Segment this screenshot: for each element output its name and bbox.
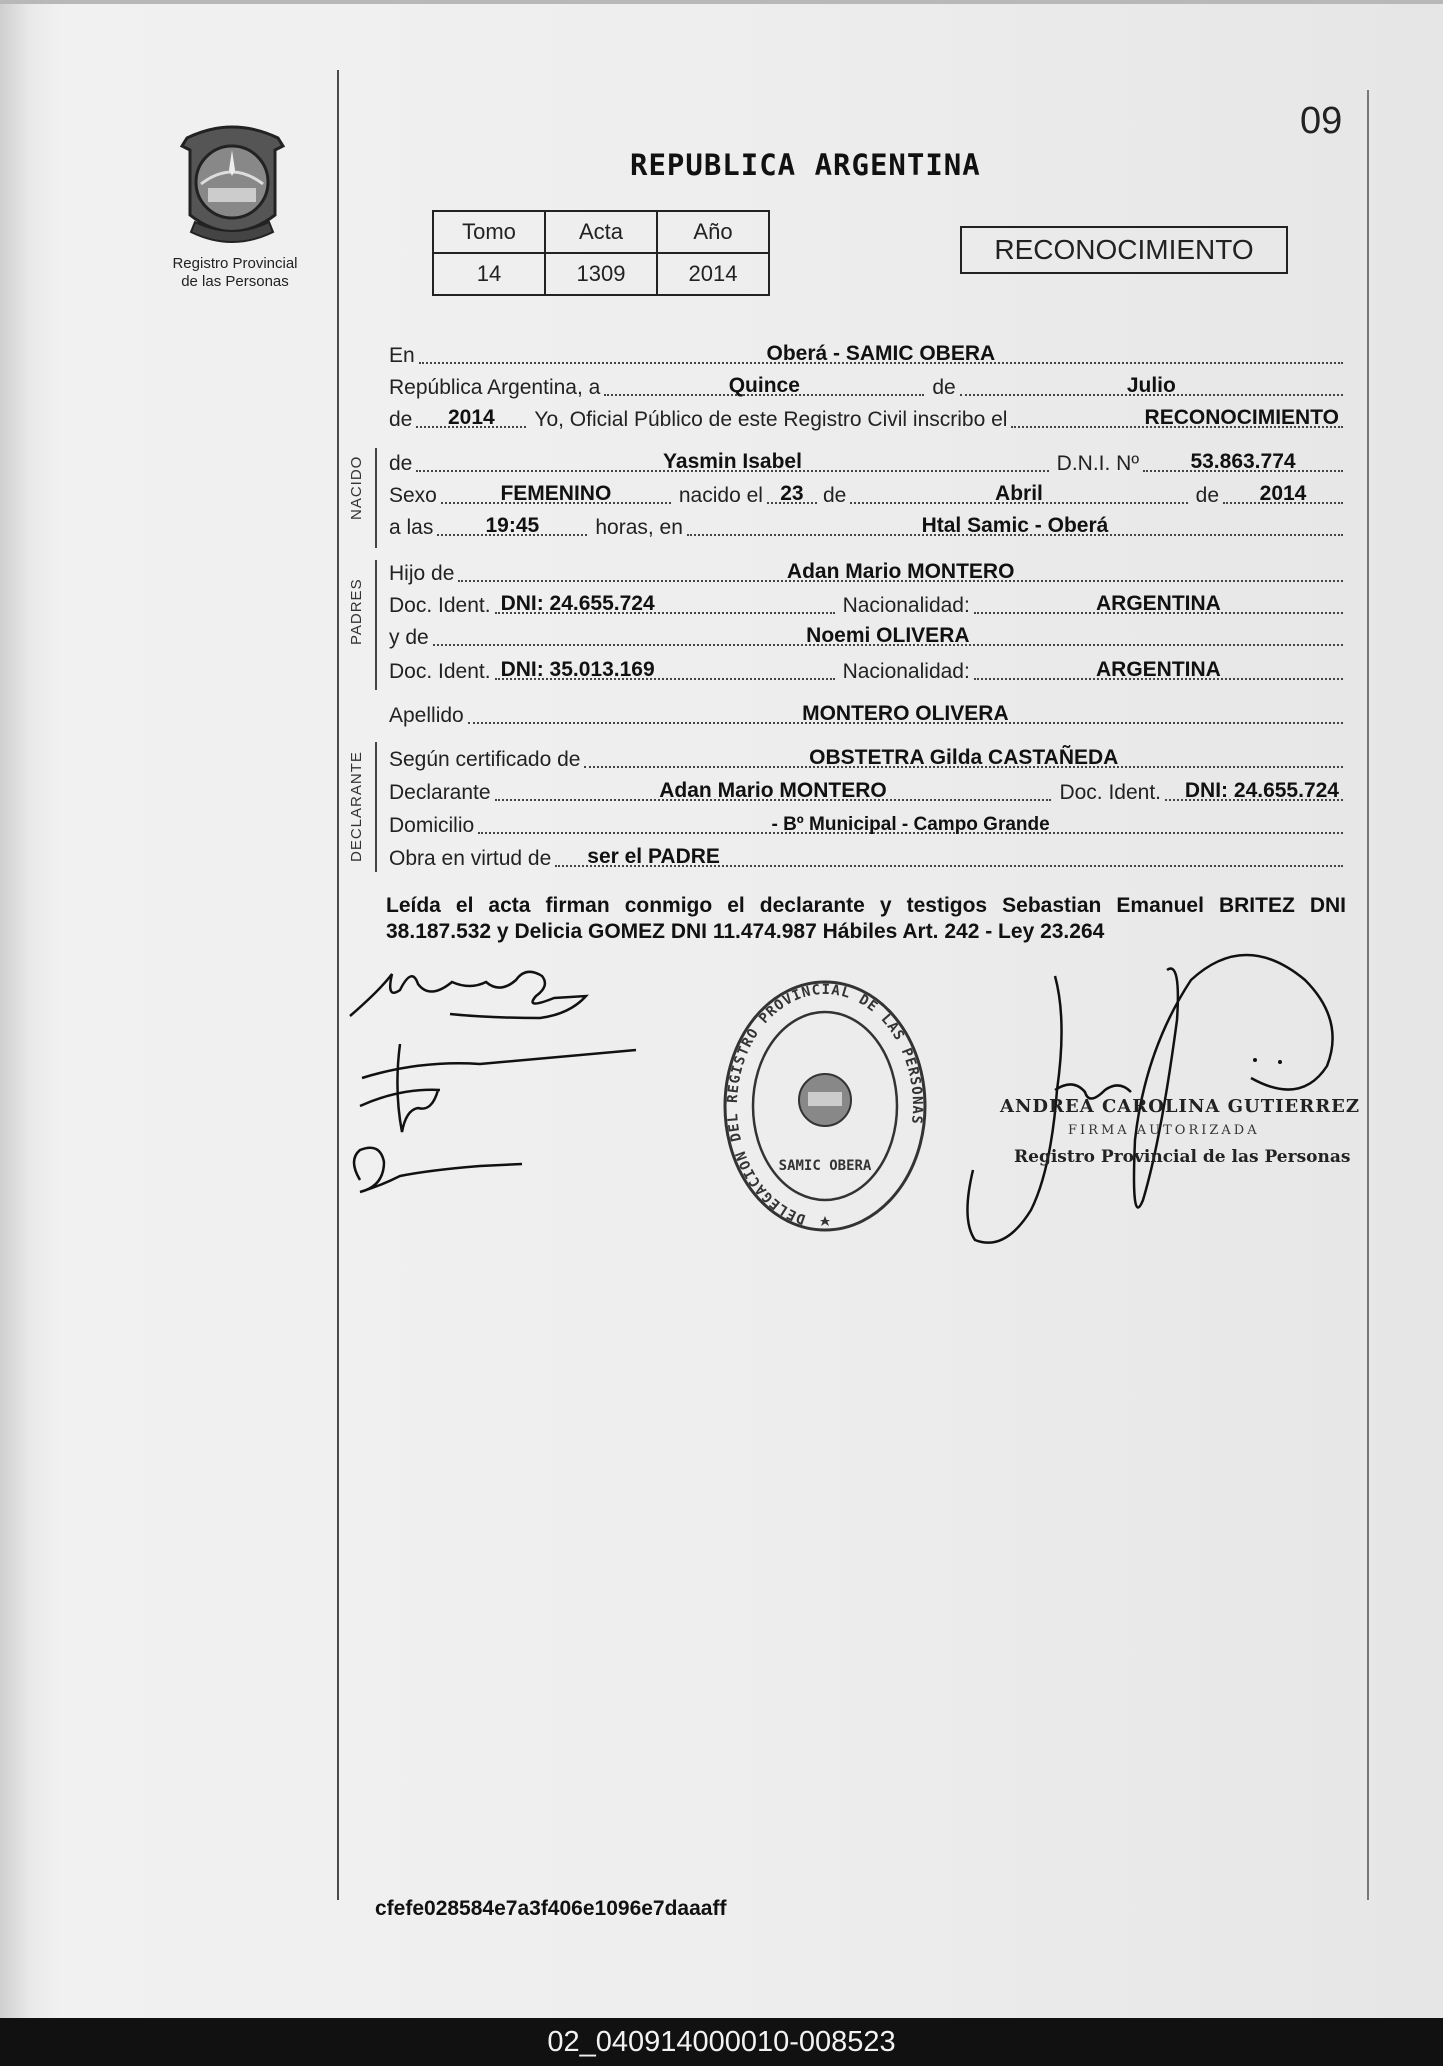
nacido-dia-value: 23	[780, 482, 804, 505]
logo-caption-line-1: Registro Provincial	[172, 255, 298, 272]
line-declarante	[389, 777, 1343, 805]
dia-field	[604, 370, 924, 396]
madre-field	[433, 620, 1343, 646]
registry-value-tomo: 14	[433, 253, 545, 295]
certificado-value: OBSTETRA Gilda CASTAÑEDA	[809, 746, 1119, 769]
record-type-box: RECONOCIMIENTO	[960, 226, 1288, 274]
line-obra	[389, 843, 1343, 871]
certificado-label: Según certificado de	[389, 748, 581, 771]
madre-doc-label: Doc. Ident.	[389, 660, 491, 683]
hora-value: 19:45	[485, 514, 540, 537]
nacido-el-label: nacido el	[678, 484, 763, 507]
line-hijo-de	[389, 558, 1343, 586]
padre-doc-field	[495, 588, 835, 614]
scan-footer-id: 02_040914000010-008523	[0, 2018, 1443, 2066]
seal-inner-text: SAMIC OBERA	[778, 1158, 872, 1174]
line-en	[389, 340, 1343, 368]
declarante-doc-label: Doc. Ident.	[1059, 781, 1161, 804]
a-las-label: a las	[389, 516, 434, 539]
dia-value: Quince	[728, 374, 800, 397]
line-certificado	[389, 744, 1343, 772]
padre-doc-label: Doc. Ident.	[389, 594, 491, 617]
seal-ring-text: DELEGACION DEL REGISTRO PROVINCIAL DE LAS PERSONAS	[724, 981, 926, 1227]
horas-en-label: horas, en	[595, 516, 683, 539]
mes-field	[960, 370, 1343, 396]
registry-table	[432, 210, 770, 296]
nacido-rule	[375, 448, 377, 548]
anio-field	[416, 402, 526, 428]
padre-nacionalidad-field	[974, 588, 1343, 614]
madre-nacionalidad-value: ARGENTINA	[1095, 658, 1221, 681]
padre-nacionalidad-value: ARGENTINA	[1095, 592, 1221, 615]
domicilio-field	[478, 808, 1343, 834]
padre-field	[458, 556, 1343, 582]
registry-value-anio: 2014	[657, 253, 769, 295]
apellido-field	[468, 698, 1343, 724]
obra-label: Obra en virtud de	[389, 847, 552, 870]
nacido-de-label: de	[389, 452, 413, 475]
document-title: REPUBLICA ARGENTINA	[630, 148, 981, 182]
registry-header-anio: Año	[657, 211, 769, 253]
logo-caption-line-2: de las Personas	[181, 273, 289, 290]
domicilio-value: - Bº Municipal - Campo Grande	[771, 814, 1050, 835]
line-anio	[389, 404, 1343, 432]
mes-value: Julio	[1126, 374, 1176, 397]
closing-statement: Leída el acta firman conmigo el declarante y testigos Sebastian Emanuel BRITEZ DNI 38.187.532 y Delicia GOMEZ DNI 11.474.987 Hábiles Art. 242 - Ley 23.264	[386, 894, 1346, 943]
official-office: Registro Provincial de las Personas	[1014, 1147, 1351, 1167]
tipo-value: RECONOCIMIENTO	[1144, 406, 1339, 429]
declarante-section-label: DECLARANTE	[348, 751, 365, 862]
line-madre-doc	[389, 656, 1343, 684]
padres-section-label: PADRES	[348, 578, 365, 645]
line-nombre	[389, 448, 1343, 476]
right-margin-rule	[1367, 90, 1369, 1900]
sexo-value: FEMENINO	[500, 482, 612, 505]
line-sexo	[389, 480, 1343, 508]
obra-value: ser el PADRE	[587, 845, 720, 868]
dni-field	[1143, 446, 1343, 472]
nacido-dia-field	[767, 478, 817, 504]
declarante-rule	[375, 742, 377, 872]
domicilio-label: Domicilio	[389, 814, 475, 837]
lugar-nacimiento-value: Htal Samic - Oberá	[921, 514, 1109, 537]
registry-value-acta: 1309	[545, 253, 657, 295]
nacido-anio-value: 2014	[1259, 482, 1307, 505]
line-apellido	[389, 700, 1343, 728]
oficial-text: Yo, Oficial Público de este Registro Civil inscribo el	[534, 408, 1008, 431]
misiones-emblem-icon	[175, 120, 290, 250]
madre-nacionalidad-field	[974, 654, 1343, 680]
official-seal-stamp	[720, 980, 930, 1240]
line-domicilio	[389, 810, 1343, 838]
apellido-label: Apellido	[389, 704, 464, 727]
padres-rule	[375, 560, 377, 690]
anio-value: 2014	[448, 406, 495, 429]
dni-label: D.N.I. Nº	[1056, 452, 1139, 475]
y-de-label: y de	[389, 626, 429, 649]
line-y-de	[389, 622, 1343, 650]
witness-signatures	[340, 960, 640, 1210]
sexo-field	[441, 478, 671, 504]
line-padre-doc	[389, 590, 1343, 618]
apellido-value: MONTERO OLIVERA	[802, 702, 1009, 725]
de-label: de	[932, 376, 956, 399]
madre-doc-value: DNI: 35.013.169	[500, 658, 655, 681]
line-hora	[389, 512, 1343, 540]
lugar-value: Oberá - SAMIC OBERA	[766, 342, 996, 365]
declarante-value: Adan Mario MONTERO	[659, 779, 887, 802]
page-number: 09	[1300, 100, 1343, 142]
tipo-field	[1011, 402, 1343, 428]
en-label: En	[389, 344, 415, 367]
declarante-label: Declarante	[389, 781, 491, 804]
logo-caption	[150, 255, 320, 291]
madre-value: Noemi OLIVERA	[806, 624, 970, 647]
declarante-doc-field	[1165, 775, 1343, 801]
nacido-de-label-2: de	[822, 484, 847, 507]
padre-nacionalidad-label: Nacionalidad:	[842, 594, 970, 617]
obra-field	[555, 841, 1343, 867]
registry-header-acta: Acta	[545, 211, 657, 253]
lugar-nacimiento-field	[687, 510, 1343, 536]
republica-label: República Argentina, a	[389, 376, 601, 399]
sexo-label: Sexo	[389, 484, 437, 507]
dni-value: 53.863.774	[1190, 450, 1296, 473]
nombre-value: Yasmin Isabel	[663, 450, 802, 473]
official-name: ANDREA CAROLINA GUTIERREZ	[1000, 1096, 1361, 1117]
nacido-mes-value: Abril	[995, 482, 1043, 505]
nacido-anio-field	[1223, 478, 1343, 504]
padre-value: Adan Mario MONTERO	[786, 560, 1015, 583]
nombre-field	[416, 446, 1048, 472]
lugar-field	[419, 338, 1343, 364]
de-anio-label: de	[389, 408, 413, 431]
nacido-section-label: NACIDO	[348, 455, 365, 520]
left-margin-rule	[337, 70, 339, 1900]
official-role: FIRMA AUTORIZADA	[1068, 1123, 1260, 1138]
document-hash: cfefe028584e7a3f406e1096e7daaaff	[375, 1897, 727, 1920]
hijo-de-label: Hijo de	[389, 562, 455, 585]
certificado-field	[584, 742, 1343, 768]
line-fecha	[389, 372, 1343, 400]
padre-doc-value: DNI: 24.655.724	[500, 592, 655, 615]
registry-header-tomo: Tomo	[433, 211, 545, 253]
madre-nacionalidad-label: Nacionalidad:	[842, 660, 970, 683]
declarante-field	[495, 775, 1052, 801]
nacido-de-label-3: de	[1195, 484, 1219, 507]
declarante-doc-value: DNI: 24.655.724	[1184, 779, 1339, 802]
hora-field	[437, 510, 587, 536]
madre-doc-field	[495, 654, 835, 680]
nacido-mes-field	[850, 478, 1187, 504]
